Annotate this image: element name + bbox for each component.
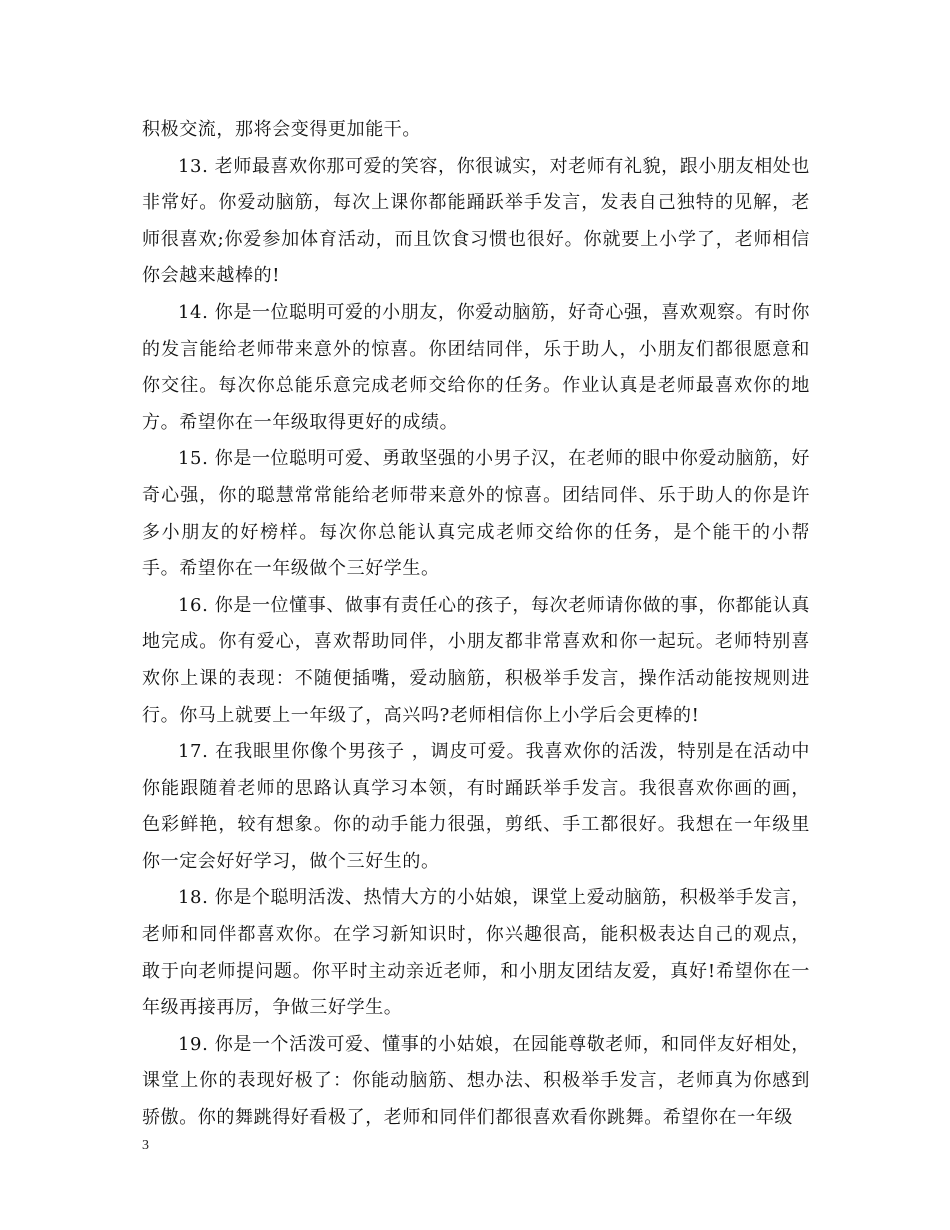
paragraph-16: 16. 你是一位懂事、做事有责任心的孩子，每次老师请你做的事，你都能认真地完成。你有爱心，喜欢帮助同伴，小朋友都非常喜欢和你一起玩。老师特别喜欢你上课的表现：不随便插嘴，爱动脑筋，积极举手发言，操作活动能按规则进行。你马上就要上一年级了，高兴吗?老师相信你上小学后会更棒的!: [142, 594, 810, 726]
paragraph-13: 13. 老师最喜欢你那可爱的笑容，你很诚实，对老师有礼貌，跟小朋友相处也非常好。你爱动脑筋，每次上课你都能踊跃举手发言，发表自己独特的见解，老师很喜欢;你爱参加体育活动，而且饮食习惯也很好。你就要上小学了，老师相信你会越来越棒的!: [142, 155, 810, 287]
paragraph-continuation: 积极交流，那将会变得更加能干。: [142, 119, 421, 140]
paragraph-18: 18. 你是个聪明活泼、热情大方的小姑娘，课堂上爱动脑筋，积极举手发言，老师和同伴都喜欢你。在学习新知识时，你兴趣很高，能积极表达自己的观点，敢于向老师提问题。你平时主动亲近老师，和小朋友团结友爱，真好!希望你在一年级再接再厉，争做三好学生。: [142, 887, 810, 1019]
document-body: [142, 112, 810, 1137]
paragraph-17: 17. 在我眼里你像个男孩子 ，调皮可爱。我喜欢你的活泼，特别是在活动中你能跟随着老师的思路认真学习本领，有时踊跃举手发言。我很喜欢你画的画，色彩鲜艳，较有想象。你的动手能力很强，剪纸、手工都很好。我想在一年级里你一定会好好学习，做个三好生的。: [142, 741, 810, 872]
paragraph-14: 14. 你是一位聪明可爱的小朋友，你爱动脑筋，好奇心强，喜欢观察。有时你的发言能给老师带来意外的惊喜。你团结同伴，乐于助人，小朋友们都很愿意和你交往。每次你总能乐意完成老师交给你的任务。作业认真是老师最喜欢你的地方。希望你在一年级取得更好的成绩。: [142, 301, 810, 433]
paragraph-19: 19. 你是一个活泼可爱、懂事的小姑娘，在园能尊敬老师，和同伴友好相处，课堂上你的表现好极了：你能动脑筋、想办法、积极举手发言，老师真为你感到骄傲。你的舞跳得好看极了，老师和同伴们都很喜欢看你跳舞。希望你在一年级: [142, 1033, 810, 1129]
paragraph-15: 15. 你是一位聪明可爱、勇敢坚强的小男子汉，在老师的眼中你爱动脑筋，好奇心强，你的聪慧常常能给老师带来意外的惊喜。团结同伴、乐于助人的你是许多小朋友的好榜样。每次你总能认真完成老师交给你的任务，是个能干的小帮手。希望你在一年级做个三好学生。: [142, 448, 810, 580]
page-number: 3: [142, 1138, 149, 1153]
